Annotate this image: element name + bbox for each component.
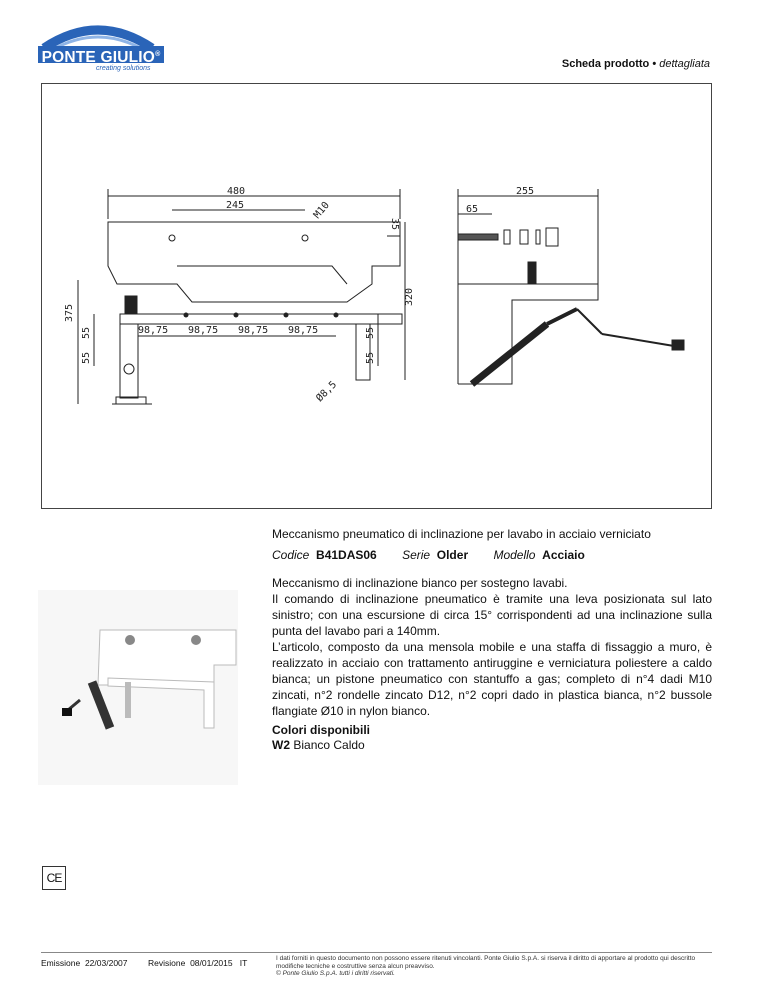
issue-info: Emissione 22/03/2007 [41,958,128,968]
dim-width-total: 480 [227,186,246,197]
model-label: Modello [493,548,536,562]
product-description [272,575,712,719]
dim-pitch-4: 98,75 [288,325,319,336]
product-code: B41DAS06 [316,548,377,562]
document-subtype: dettagliata [659,58,710,70]
revision-date: 08/01/2015 [190,958,233,968]
brand-tagline: creating solutions [96,65,151,72]
dim-pitch-3: 98,75 [238,325,269,336]
dim-depth-total: 255 [516,186,535,197]
dim-height-inner: 320 [404,287,415,306]
dim-height-total: 375 [64,303,75,322]
product-series: Older [436,548,469,562]
series-label: Serie [402,548,431,562]
front-view [64,186,415,404]
issue-date: 22/03/2007 [84,958,128,968]
color-name: Bianco Caldo [293,738,365,752]
dim-side-left-b: 55 [81,351,92,364]
dim-top-offset: 35 [389,218,400,231]
dim-side-right-b: 55 [365,351,376,364]
dim-hole-dia: Ø8,5 [314,379,340,405]
language-code: IT [239,958,248,968]
color-option [272,738,370,753]
dim-side-left-a: 55 [81,326,92,339]
dim-pitch-1: 98,75 [138,325,169,336]
revision-info: Revisione 08/01/2015 IT [148,958,248,968]
footer-divider [41,952,712,953]
dim-lever-offset: 65 [466,204,479,215]
description-paragraph: Meccanismo di inclinazione bianco per sostegno lavabi. [272,576,568,590]
dim-hole-spacing: 245 [226,200,245,211]
side-view [458,186,684,384]
dim-side-right-a: 55 [365,326,376,339]
document-type: Scheda prodotto • dettagliata [561,58,710,70]
pitch-dimensions [138,313,338,336]
colors-section [272,723,370,753]
dim-thread: M10 [311,200,332,221]
description-paragraph: L’articolo, composto da una mensola mobile e una staffa di fissaggio a muro, è realizzato in acciaio con trattamento antiruggine e verniciatura poliestere a caldo bianca; un pistone pneumatico con stantuffo a gas; completo di n°4 dadi M10 zincati, n°2 rondelle zincato D12, n°2 copri dado in plastica bianca, n°2 bussole flangiate Ø10 in nylon bianco. [272,640,712,718]
ce-mark-icon: CE [42,866,66,890]
product-meta [272,548,607,562]
product-title: Meccanismo pneumatico di inclinazione per lavabo in acciaio verniciato [272,527,651,541]
legal-disclaimer: I dati forniti in questo documento non possono essere ritenuti vincolanti. Ponte Giulio S.p.A. si riserva il diritto di apportare al prodotto qui descritto modifiche tecniche e costruttive senza alcun preavviso. © Ponte Giulio S.p.A. tutti i diritti riservati. [276,955,712,978]
color-code: W2 [272,738,290,752]
technical-drawing [42,84,711,508]
copyright: © Ponte Giulio S.p.A. tutti i diritti riservati. [276,970,395,977]
dim-pitch-2: 98,75 [188,325,219,336]
code-label: Codice [272,548,310,562]
product-photo [38,590,238,785]
brand-logo[interactable]: PONTE GIULIO® [38,46,164,63]
product-model: Acciaio [542,548,585,562]
technical-drawing-frame [41,83,712,509]
brand-name: PONTE GIULIO [41,49,156,67]
description-paragraph: Il comando di inclinazione pneumatico è tramite una leva posizionata sul lato sinistro; con una escursione di circa 15° corrispondenti ad una inclinazione sulla punta del lavabo pari a 140mm. [272,592,712,638]
colors-heading: Colori disponibili [272,723,370,737]
